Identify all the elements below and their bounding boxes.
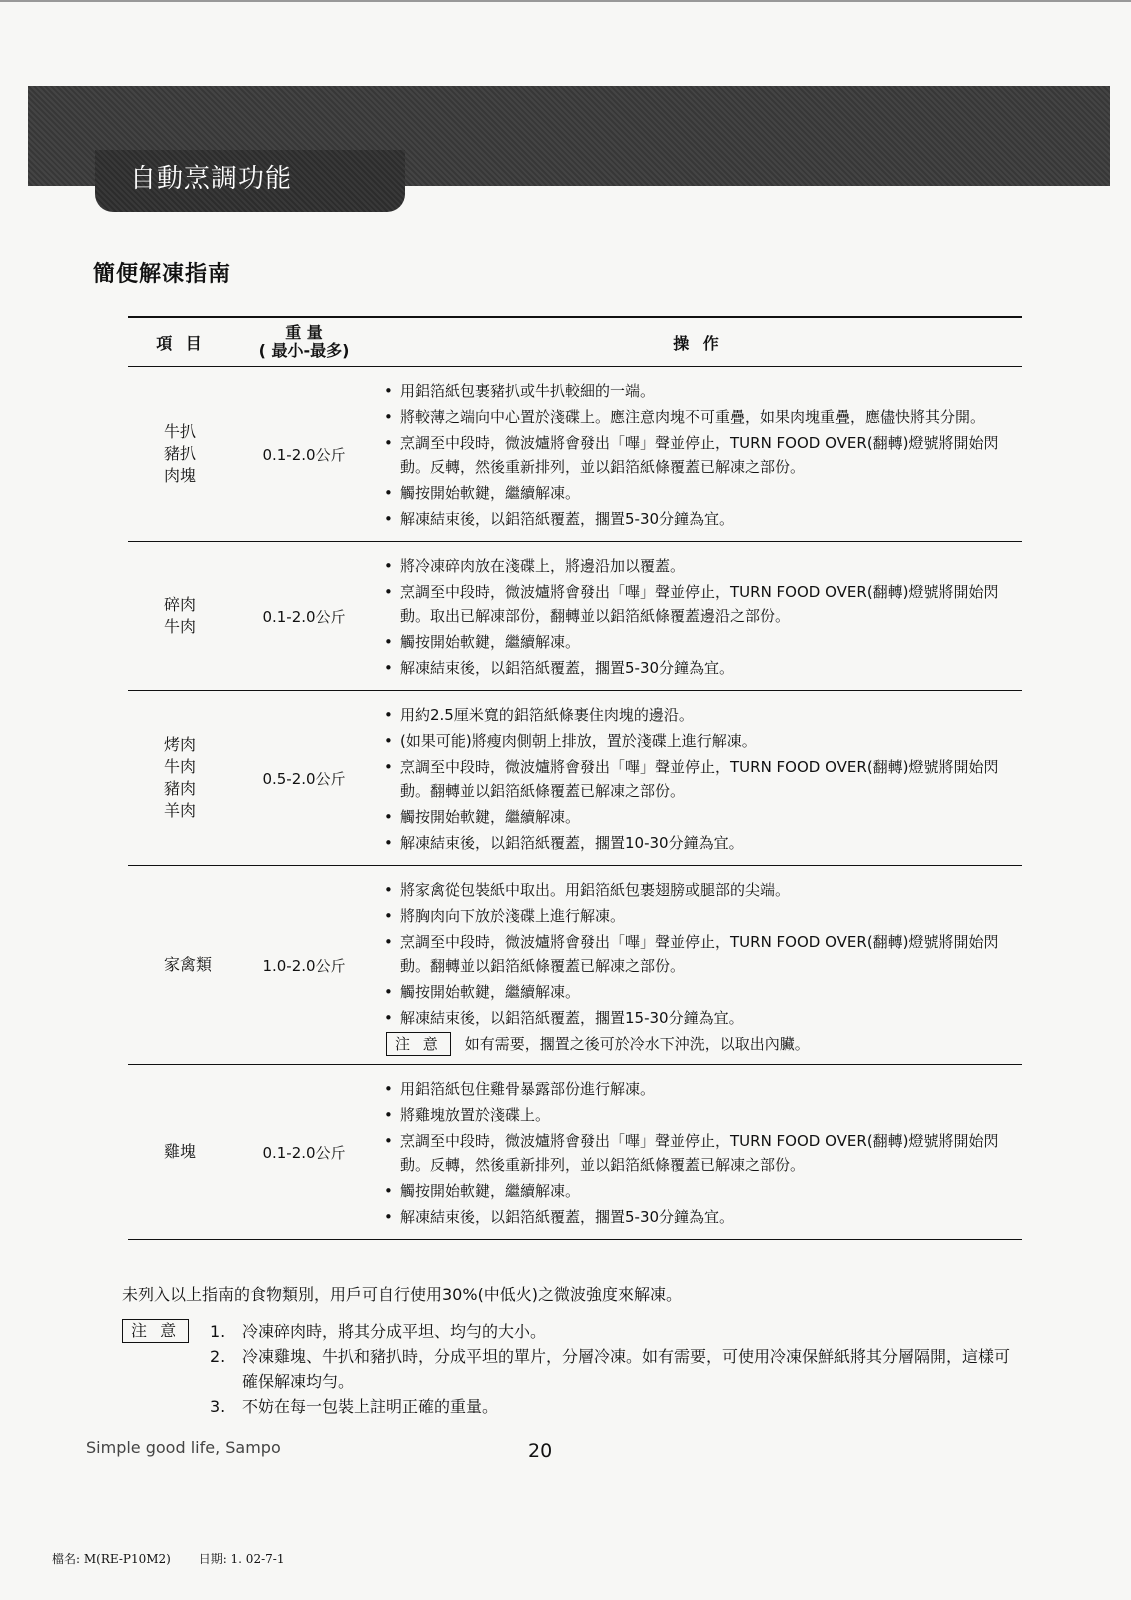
step-item: • 觸按開始軟鍵，繼續解凍。 [382, 980, 1022, 1004]
notes-label: 注 意 [122, 1319, 189, 1343]
item-name: 烤肉 [164, 735, 197, 754]
item-name: 牛扒 [164, 422, 197, 441]
file-date: 日期: 1. 02-7-1 [198, 1552, 285, 1566]
column-header-item: 項 目 [156, 333, 206, 353]
file-name: 檔名: M(RE-P10M2) [52, 1552, 171, 1566]
operation-cell [374, 866, 1022, 1064]
item-name: 豬肉 [164, 779, 197, 798]
step-item: • 烹調至中段時，微波爐將會發出「嗶」聲並停止，TURN FOOD OVER(翻轉)燈號將開始閃動。反轉，然後重新排列，並以鋁箔紙條覆蓋已解凍之部份。 [382, 1129, 1022, 1177]
note-text: 冷凍碎肉時，將其分成平坦、均勻的大小。 [242, 1322, 547, 1341]
note-number: 1. [210, 1322, 226, 1341]
step-list [382, 703, 1022, 855]
step-item: • 將胸肉向下放於淺碟上進行解凍。 [382, 904, 1022, 928]
weight-cell: 0.1-2.0公斤 [262, 607, 346, 626]
operation-cell [374, 367, 1022, 541]
step-item: • 將冷凍碎肉放在淺碟上，將邊沿加以覆蓋。 [382, 554, 1022, 578]
step-item: • 觸按開始軟鍵，繼續解凍。 [382, 1179, 1022, 1203]
step-item: • (如果可能)將瘦肉側朝上排放，置於淺碟上進行解凍。 [382, 729, 1022, 753]
step-item: • 烹調至中段時，微波爐將會發出「嗶」聲並停止，TURN FOOD OVER(翻轉)燈號將開始閃動。反轉，然後重新排列，並以鋁箔紙條覆蓋已解凍之部份。 [382, 431, 1022, 479]
note-text: 不妨在每一包裝上註明正確的重量。 [242, 1397, 499, 1416]
weight-cell: 1.0-2.0公斤 [262, 956, 346, 975]
operation-cell [374, 1065, 1022, 1239]
item-name: 豬扒 [164, 444, 197, 463]
step-item: • 烹調至中段時，微波爐將會發出「嗶」聲並停止，TURN FOOD OVER(翻轉)燈號將開始閃動。翻轉並以鋁箔紙條覆蓋已解凍之部份。 [382, 755, 1022, 803]
item-cell [128, 367, 234, 541]
operation-cell [374, 691, 1022, 865]
step-item: • 解凍結束後，以鋁箔紙覆蓋，擱置5-30分鐘為宜。 [382, 1205, 1022, 1229]
section-subtitle: 簡便解凍指南 [93, 262, 232, 287]
step-item: • 用鋁箔紙包裹豬扒或牛扒較細的一端。 [382, 379, 1022, 403]
inline-note [382, 1032, 1022, 1056]
step-list [382, 379, 1022, 531]
column-header-weight-line2: ( 最小-最多) [258, 341, 350, 360]
table-row [128, 1065, 1022, 1240]
inline-note-label: 注 意 [386, 1032, 451, 1056]
step-item: • 解凍結束後，以鋁箔紙覆蓋，擱置15-30分鐘為宜。 [382, 1006, 1022, 1030]
notes-list [122, 1319, 1022, 1419]
item-name: 碎肉 [164, 595, 197, 614]
step-item: • 觸按開始軟鍵，繼續解凍。 [382, 481, 1022, 505]
step-list [382, 1077, 1022, 1229]
step-item: • 用約2.5厘米寬的鋁箔紙條裹住肉塊的邊沿。 [382, 703, 1022, 727]
item-cell [128, 542, 234, 690]
brand-tagline: Simple good life, Sampo [86, 1438, 281, 1457]
item-name: 牛肉 [164, 617, 197, 636]
step-item: • 烹調至中段時，微波爐將會發出「嗶」聲並停止，TURN FOOD OVER(翻轉)燈號將開始閃動。取出已解凍部份，翻轉並以鋁箔紙條覆蓋邊沿之部份。 [382, 580, 1022, 628]
table-row [128, 866, 1022, 1065]
note-item [210, 1344, 1022, 1394]
page-number: 20 [528, 1440, 553, 1462]
item-cell [128, 691, 234, 865]
item-name: 羊肉 [164, 801, 197, 820]
step-item: • 將雞塊放置於淺碟上。 [382, 1103, 1022, 1127]
step-item: • 將較薄之端向中心置於淺碟上。應注意肉塊不可重疊，如果肉塊重疊，應儘快將其分開。 [382, 405, 1022, 429]
note-number: 2. [210, 1347, 226, 1366]
note-item [210, 1394, 1022, 1419]
defrost-guide-table [128, 316, 1022, 1240]
item-cell [128, 866, 234, 1064]
step-item: • 解凍結束後，以鋁箔紙覆蓋，擱置5-30分鐘為宜。 [382, 507, 1022, 531]
step-item: • 將家禽從包裝紙中取出。用鋁箔紙包裹翅膀或腿部的尖端。 [382, 878, 1022, 902]
weight-cell: 0.1-2.0公斤 [262, 1143, 346, 1162]
item-name: 肉塊 [164, 466, 197, 485]
step-item: • 觸按開始軟鍵，繼續解凍。 [382, 805, 1022, 829]
item-name: 家禽類 [164, 955, 213, 974]
table-row [128, 691, 1022, 866]
step-list [382, 554, 1022, 680]
column-header-weight-line1: 重 量 [285, 323, 323, 342]
step-item: • 烹調至中段時，微波爐將會發出「嗶」聲並停止，TURN FOOD OVER(翻轉)燈號將開始閃動。翻轉並以鋁箔紙條覆蓋已解凍之部份。 [382, 930, 1022, 978]
inline-note-text: 如有需要，擱置之後可於冷水下沖洗，以取出內臟。 [464, 1035, 810, 1053]
table-body [128, 367, 1022, 1240]
weight-cell: 0.1-2.0公斤 [262, 445, 346, 464]
top-rule [0, 0, 1131, 2]
footer-note: 未列入以上指南的食物類別，用戶可自行使用30%(中低火)之微波強度來解凍。 [122, 1285, 683, 1304]
column-header-weight [234, 318, 374, 366]
item-name: 牛肉 [164, 757, 197, 776]
item-name: 雞塊 [164, 1142, 197, 1161]
step-item: • 用鋁箔紙包住雞骨暴露部份進行解凍。 [382, 1077, 1022, 1101]
item-cell [128, 1065, 234, 1239]
weight-cell: 0.5-2.0公斤 [262, 769, 346, 788]
column-header-operation: 操 作 [673, 333, 723, 353]
operation-cell [374, 542, 1022, 690]
note-text: 冷凍雞塊、牛扒和豬扒時，分成平坦的單片，分層冷凍。如有需要，可使用冷凍保鮮紙將其分層隔開，這樣可確保解凍均勻。 [242, 1347, 1011, 1391]
note-number: 3. [210, 1397, 226, 1416]
step-item: • 觸按開始軟鍵，繼續解凍。 [382, 630, 1022, 654]
step-list [382, 878, 1022, 1030]
step-item: • 解凍結束後，以鋁箔紙覆蓋，擱置5-30分鐘為宜。 [382, 656, 1022, 680]
table-row [128, 367, 1022, 542]
note-item [210, 1319, 1022, 1344]
file-info [52, 1550, 308, 1567]
step-item: • 解凍結束後，以鋁箔紙覆蓋，擱置10-30分鐘為宜。 [382, 831, 1022, 855]
notes-section [122, 1319, 1022, 1419]
table-header [128, 318, 1022, 367]
table-row [128, 542, 1022, 691]
page-title: 自動烹調功能 [130, 164, 293, 194]
